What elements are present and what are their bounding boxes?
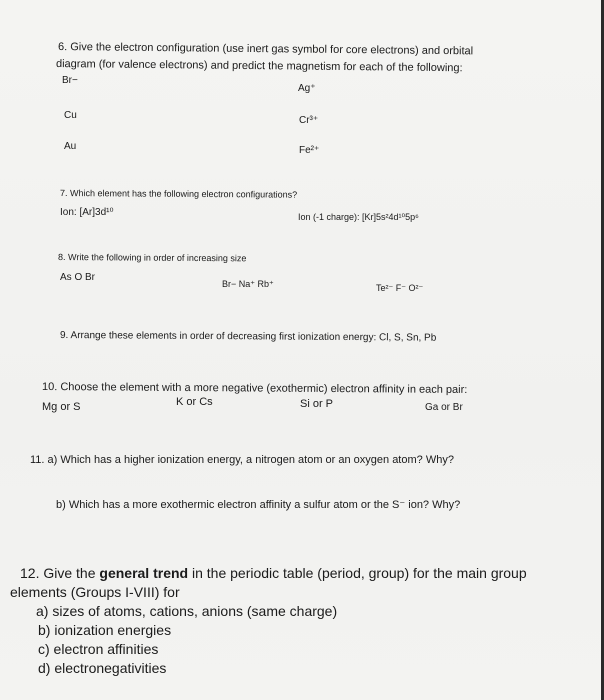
q6-au: Au — [64, 141, 77, 152]
q6-cr: Cr³⁺ — [299, 115, 319, 126]
q7-question: 7. Which element has the following electron configurations? — [59, 188, 298, 200]
q6-cu: Cu — [64, 110, 77, 121]
q6-fe: Fe²⁺ — [299, 145, 320, 156]
q10-pair-k-cs: K or Cs — [176, 396, 213, 408]
q12-item-d: d) electronegativities — [38, 660, 167, 676]
q12-general-trend: general trend — [99, 565, 189, 581]
q8-set3: Te²⁻ F⁻ O²⁻ — [376, 283, 424, 293]
q10-pair-mg-s: Mg or S — [42, 401, 81, 413]
q12-line2: elements (Groups I-VIII) for — [10, 584, 180, 600]
q8-question: 8. Write the following in order of increasing size — [57, 252, 247, 264]
q12-item-c: c) electron affinities — [38, 641, 159, 657]
q8-set1: As O Br — [60, 272, 96, 283]
q6-line1: 6. Give the electron configuration (use inert gas symbol for core electrons) and orbital — [57, 41, 474, 58]
q6-br: Br− — [62, 75, 78, 86]
q11-part-b: b) Which has a more exothermic electron affinity a sulfur atom or the S⁻ ion? Why? — [56, 499, 461, 511]
q11-part-a: 11. a) Which has a higher ionization energy, a nitrogen atom or an oxygen atom? Why? — [30, 454, 454, 466]
q10-question: 10. Choose the element with a more negative (exothermic) electron affinity in each pair: — [41, 381, 468, 396]
q12-line1-pre: 12. Give the — [20, 565, 100, 581]
q12-line1 — [20, 566, 527, 580]
q12-item-b: b) ionization energies — [38, 622, 172, 638]
q7-left: Ion: [Ar]3d¹⁰ — [60, 207, 114, 218]
q10-pair-ga-br: Ga or Br — [425, 402, 463, 413]
q6-line2: diagram (for valence electrons) and predict the magnetism for each of the following: — [55, 58, 463, 75]
q7-right: Ion (-1 charge): [Kr]5s²4d¹⁰5p⁶ — [298, 212, 419, 222]
q12-line1-post: in the periodic table (period, group) for the main group — [188, 565, 527, 581]
q9-question: 9. Arrange these elements in order of decreasing first ionization energy: Cl, S, Sn, Pb — [59, 330, 437, 344]
q10-pair-si-p: Si or P — [300, 398, 334, 410]
q6-ag: Ag⁺ — [298, 83, 316, 94]
q12-item-a: a) sizes of atoms, cations, anions (same charge) — [36, 603, 338, 619]
q8-set2: Br− Na⁺ Rb⁺ — [222, 279, 274, 289]
